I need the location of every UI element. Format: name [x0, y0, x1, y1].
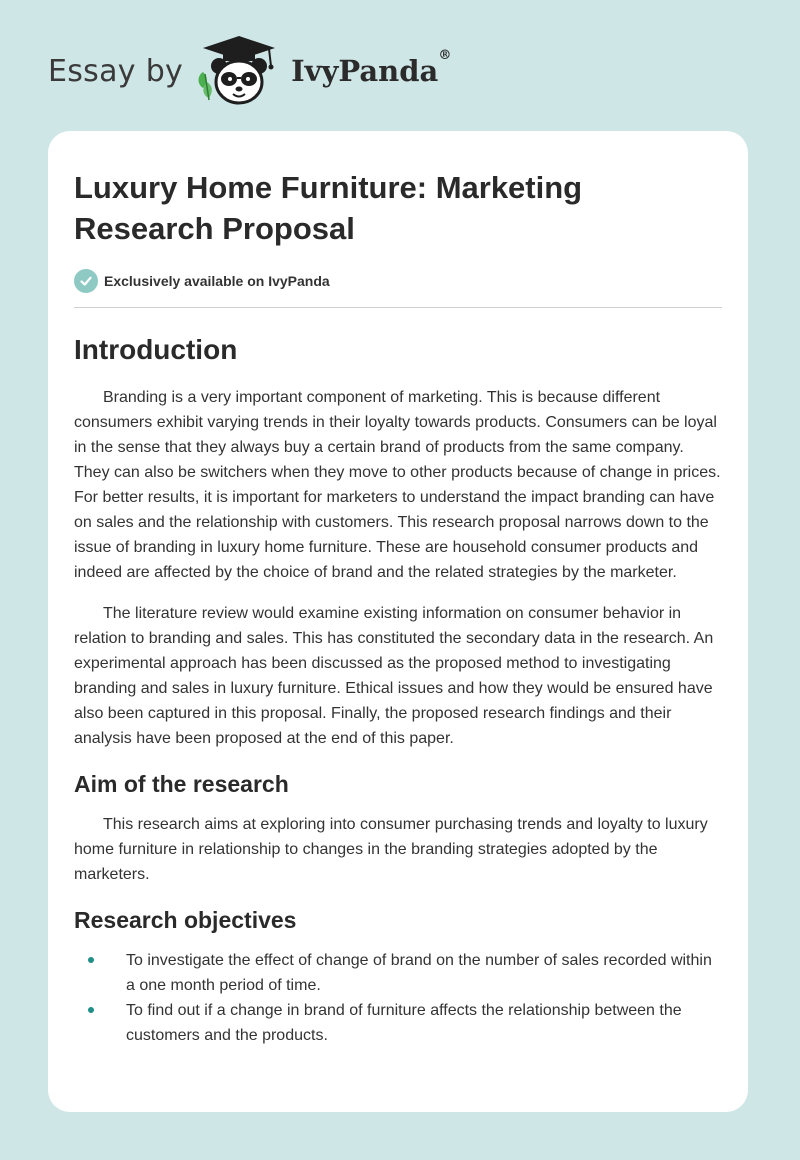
exclusive-badge	[74, 269, 722, 293]
aim-paragraph: This research aims at exploring into consumer purchasing trends and loyalty to luxury home furniture in relationship to changes in the branding strategies adopted by the marketers.	[74, 816, 708, 883]
article-title: Luxury Home Furniture: Marketing Research Proposal	[74, 170, 583, 246]
article-card	[48, 131, 748, 1112]
objectives-list	[74, 948, 722, 1048]
essay-by-label: Essay by	[48, 53, 184, 89]
exclusive-label: Exclusively available on IvyPanda	[104, 273, 330, 289]
introduction-heading: Introduction	[74, 334, 238, 365]
ivy-leaf-icon	[199, 72, 212, 100]
list-item: To investigate the effect of change of brand on the number of sales recorded within a one month period of time.	[74, 948, 722, 998]
list-item: To find out if a change in brand of furniture affects the relationship between the customers and the products.	[74, 998, 722, 1048]
brand-name[interactable]: IvyPanda®	[291, 48, 452, 88]
introduction-paragraph-1: Branding is a very important component of marketing. This is because different consumers exhibit varying trends in their loyalty towards products. Consumers can be loyal in the sense that they always buy a certain brand of products from the same company. They can also be switchers when they move to other products because of change in prices. For better results, it is important for marketers to understand the impact branding can have on sales and the relationship with customers. This research proposal narrows down to the issue of branding in luxury home furniture. These are household consumer products and indeed are affected by the choice of brand and the related strategies by the marketer.	[74, 389, 721, 581]
divider	[74, 307, 722, 308]
objectives-heading: Research objectives	[74, 907, 297, 933]
site-header	[48, 34, 451, 108]
check-icon	[74, 269, 98, 293]
panda-graduate-logo-icon[interactable]	[193, 34, 285, 108]
bullet-icon	[88, 1007, 94, 1013]
aim-heading: Aim of the research	[74, 771, 289, 797]
introduction-paragraph-2: The literature review would examine existing information on consumer behavior in relation to branding and sales. This has constituted the secondary data in the research. An experimental approach has been discussed as the proposed method to investigating branding and sales in luxury furniture. Ethical issues and how they would be ensured have also been captured in this proposal. Finally, the proposed research findings and their analysis have been proposed at the end of this paper.	[74, 605, 714, 747]
bullet-icon	[88, 957, 94, 963]
